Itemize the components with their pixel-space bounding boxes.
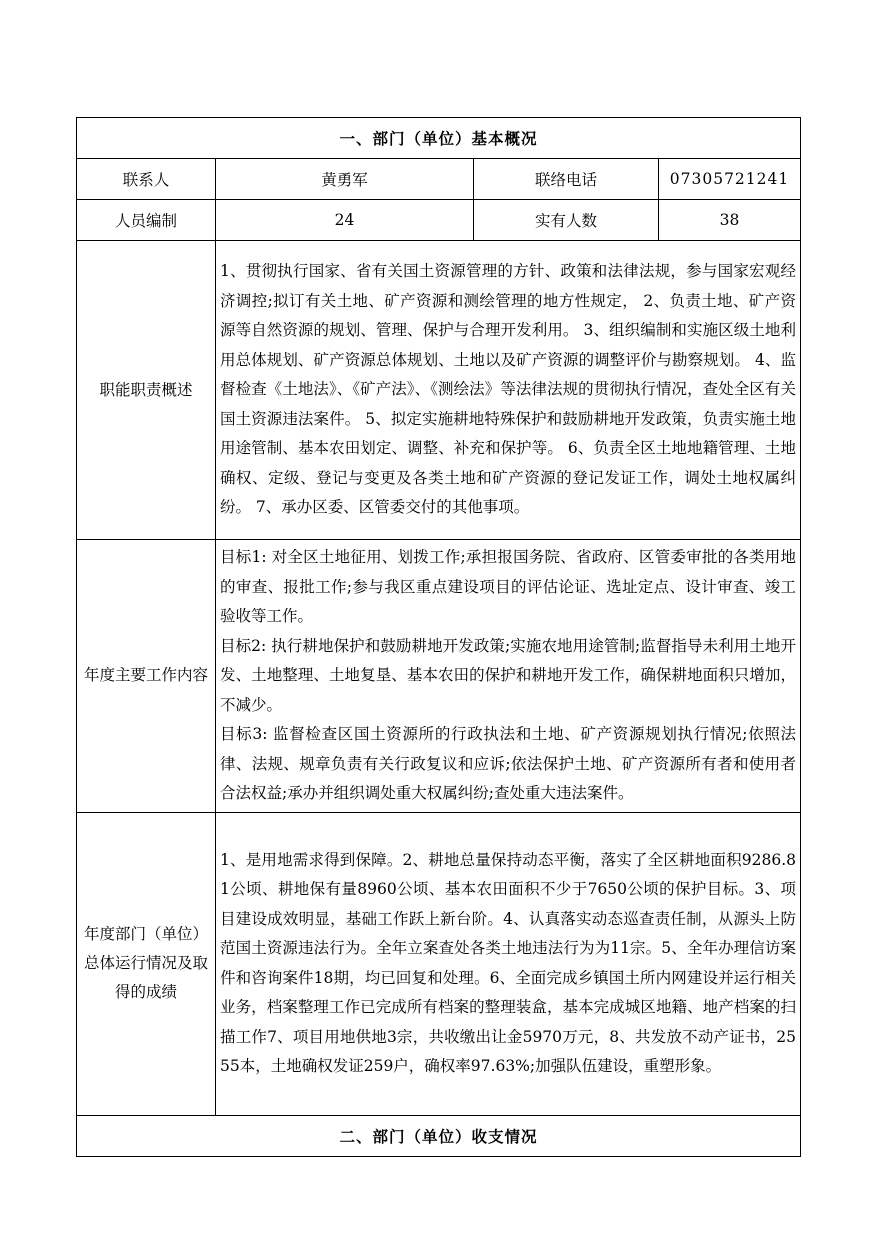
annual-goal-1: 目标1: 对全区土地征用、划拨工作;承担报国务院、省政府、区管委审批的各类用地的审查、报批工作;参与我区重点建设项目的评估论证、选址定点、设计审查、竣工验收等工作。 [220,548,797,625]
annual-work-content [216,540,801,813]
actual-staff-value: 38 [659,200,801,241]
contact-person-label: 联系人 [77,159,216,200]
achievements-label: 年度部门（单位）总体运行情况及取得的成绩 [77,812,216,1115]
contact-person-value: 黄勇军 [216,159,474,200]
actual-staff-label: 实有人数 [474,200,659,241]
annual-goal-2: 目标2: 执行耕地保护和鼓励耕地开发政策;实施农地用途管制;监督指导未利用土地开发、土地整理、土地复垦、基本农田的保护和耕地开发工作，确保耕地面积只增加，不减少。 [220,636,797,714]
duties-content: 1、贯彻执行国家、省有关国土资源管理的方针、政策和法律法规，参与国家宏观经济调控;拟订有关土地、矿产资源和测绘管理的地方性规定， 2、负责土地、矿产资源等自然资源的规划、管理、保护与合理开发利用。 3、组织编制和实施区级土地利用总体规划、矿产资源总体规划、土地以及矿产资源的调整评价与勘察规划。 4、监督检查《土地法》、《矿产法》、《测绘法》等法律法规的贯彻执行情况，查处全区有关国土资源违法案件。 5、拟定实施耕地特殊保护和鼓励耕地开发政策，负责实施土地用途管制、基本农田划定、调整、补充和保护等。 6、负责全区土地地籍管理、土地确权、定级、登记与变更及各类土地和矿产资源的登记发证工作，调处土地权属纠纷。 7、承办区委、区管委交付的其他事项。 [216,241,801,540]
section-title-income-expenditure: 二、部门（单位）收支情况 [77,1115,801,1156]
basic-info-table [76,117,801,1157]
duties-label: 职能职责概述 [77,241,216,540]
annual-goal-3: 目标3: 监督检查区国土资源所的行政执法和土地、矿产资源规划执行情况;依照法律、法规、规章负责有关行政复议和应诉;依法保护土地、矿产资源所有者和使用者合法权益;承办并组织调处重大权属纠纷;查处重大违法案件。 [220,725,797,802]
contact-phone-value: 07305721241 [659,159,801,200]
achievements-content: 1、是用地需求得到保障。2、耕地总量保持动态平衡，落实了全区耕地面积9286.81公顷、耕地保有量8960公顷、基本农田面积不少于7650公顷的保护目标。3、项目建设成效明显，基础工作跃上新台阶。4、认真落实动态巡查责任制，从源头上防范国土资源违法行为。全年立案查处各类土地违法行为为11宗。5、全年办理信访案件和咨询案件18期，均已回复和处理。6、全面完成乡镇国土所内网建设并运行相关业务，档案整理工作已完成所有档案的整理装盒，基本完成城区地籍、地产档案的扫描工作7、项目用地供地3宗，共收缴出让金5970万元，8、共发放不动产证书，2555本，土地确权发证259户，确权率97.63%;加强队伍建设，重塑形象。 [216,812,801,1115]
document-page [76,117,800,1157]
contact-phone-label: 联络电话 [474,159,659,200]
section-title-basic-overview: 一、部门（单位）基本概况 [77,118,801,159]
annual-work-label: 年度主要工作内容 [77,540,216,813]
staff-quota-value: 24 [216,200,474,241]
staff-quota-label: 人员编制 [77,200,216,241]
